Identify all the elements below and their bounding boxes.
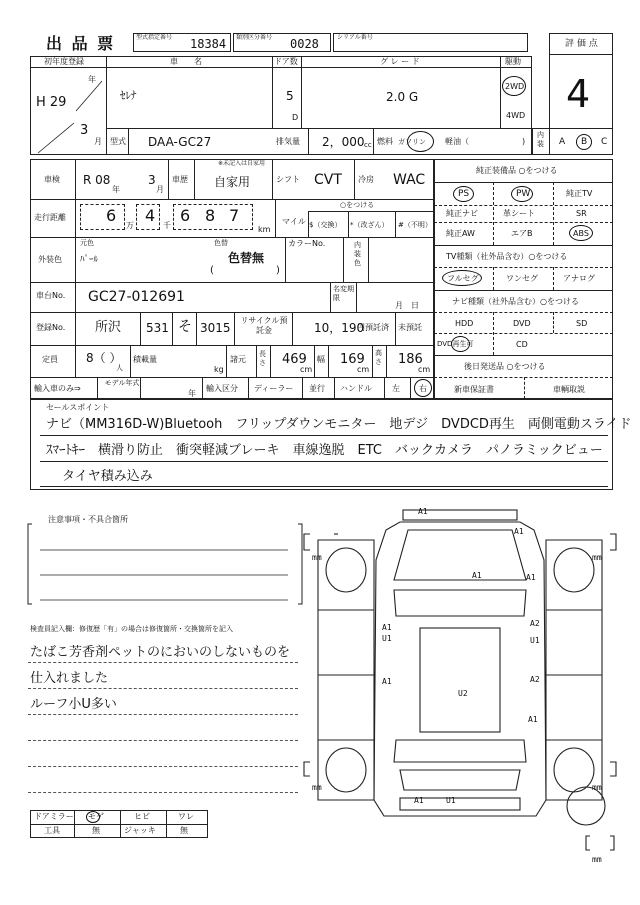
unk-label: #（不明） — [398, 221, 432, 229]
interior-label: 内装 — [537, 131, 544, 148]
docs-manual: 車輌取説 — [553, 385, 585, 394]
notes-label: 注意事項・不具合箇所 — [48, 515, 128, 524]
mm-label-1: mm — [312, 553, 322, 562]
doors-label: ドア数 — [274, 57, 298, 66]
jack-value: 無 — [180, 826, 188, 835]
dmg-mark-11: U2 — [458, 689, 468, 698]
history-value: 自家用 — [214, 175, 251, 189]
dims-label: 諸元 — [230, 355, 246, 364]
int-color-label: 内装色 — [354, 241, 361, 267]
model-code-label: 型式指定番号 — [136, 34, 173, 41]
shaken-year-unit: 年 — [112, 185, 120, 194]
mirror-label: ドアミラー — [34, 812, 74, 821]
equip-airbag: エアB — [511, 229, 533, 238]
km-digit-3: 6 — [180, 206, 191, 225]
crack-label: ヒビ — [134, 812, 150, 821]
tv-fullseg-circle — [442, 270, 482, 286]
ac-label: 冷房 — [358, 175, 374, 184]
capacity-label: 定員 — [42, 355, 58, 364]
class-code: 0028 — [290, 37, 319, 51]
repaint-value: 色替無 — [228, 251, 265, 265]
dmg-mark-4: A1 — [526, 573, 536, 582]
recycle-no: 未預託 — [398, 323, 422, 332]
dmg-mark-6: U1 — [382, 634, 392, 643]
equip-pw-circle — [511, 186, 533, 202]
color-label: 外装色 — [38, 255, 62, 264]
doors-sub: D — [292, 113, 299, 122]
import-label: 輸入車のみ⇒ — [34, 384, 81, 393]
shaken-value: R 08 — [83, 173, 111, 187]
class-code-label: 類別区分番号 — [236, 34, 273, 41]
dmg-mark-14: U1 — [446, 796, 456, 805]
equip-ps: PS — [458, 189, 470, 199]
tv-analog: アナログ — [563, 274, 595, 283]
tv-oneseg: ワンセグ — [506, 274, 538, 283]
capacity-value: 8（ ） — [86, 351, 122, 365]
handle-circle — [414, 379, 432, 397]
tv-fullseg: フルセグ — [447, 274, 479, 283]
interior-b: B — [581, 137, 588, 147]
recycle-unit: 円預託済 — [357, 323, 389, 332]
km-digit-4: 8 — [205, 206, 216, 225]
repaint-paren-close: ) — [276, 265, 280, 276]
displacement: 2，000 — [322, 135, 365, 149]
dmg-mark-9: A1 — [382, 677, 392, 686]
orig-color-label: 元色 — [80, 239, 94, 247]
tv-title: TV種類（社外品含む）○をつける — [446, 252, 568, 261]
repaint-label: 色替 — [214, 239, 228, 247]
repaint-paren-open: ( — [210, 265, 214, 276]
km-digit-1: 6 — [106, 206, 117, 225]
doors: 5 — [286, 89, 294, 103]
interior-c: C — [601, 137, 608, 147]
circle-note: ○をつける — [340, 201, 375, 209]
docs-warranty: 新車保証書 — [454, 385, 494, 394]
car-diagram — [300, 500, 620, 870]
parallel-label: 並行 — [309, 384, 325, 393]
year-unit: 年 — [88, 75, 96, 84]
load-label: 積載量 — [133, 355, 157, 364]
car-name: ｾﾚﾅ — [120, 89, 137, 102]
km-digit-box-1 — [80, 204, 125, 230]
len-value: 469 — [282, 352, 307, 367]
exch-label: $（交換） — [309, 221, 342, 229]
km-digit-2: 4 — [145, 206, 156, 225]
navi-dvd: DVD — [513, 319, 531, 328]
dmg-mark-8: U1 — [530, 636, 540, 645]
break-label: ワレ — [178, 812, 194, 821]
wid-value: 169 — [340, 352, 365, 367]
tool-value: 無 — [92, 826, 100, 835]
inspector-line-1: たばこ芳香剤ペットのにおいのしないものを — [30, 645, 291, 660]
fuel-value: ガソリン — [398, 138, 426, 146]
grade-label: グ レ ー ド — [380, 57, 420, 66]
equip-leather: 革シート — [503, 209, 535, 218]
fuel-label: 燃料 — [377, 137, 393, 146]
dmg-mark-3: A1 — [472, 571, 482, 580]
load-unit: kg — [214, 365, 224, 374]
score-value: 4 — [566, 72, 591, 116]
oil-close: ) — [522, 137, 526, 146]
drive-2wd: 2WD — [505, 82, 525, 91]
navi-hdd: HDD — [455, 319, 474, 328]
km-man: 万 — [126, 221, 134, 230]
dealer-label: ディーラー — [254, 384, 294, 393]
equip-navi: 純正ナビ — [446, 209, 478, 218]
import-type-label: 輸入区分 — [206, 384, 238, 393]
dmg-mark-7: A2 — [530, 619, 540, 628]
disp-label: 排気量 — [276, 137, 300, 146]
handle-label: ハンドル — [340, 384, 372, 393]
shift-label: シフト — [276, 175, 300, 184]
dmg-mark-2: A1 — [514, 527, 524, 536]
notes-bracket — [26, 514, 304, 606]
sales-line-2: ｽﾏｰﾄｷｰ 横滑り防止 衝突軽減ブレーキ 車線逸脱 ETC バックカメラ パノラミックビュー — [46, 443, 603, 458]
mirror-circle — [86, 811, 100, 823]
type-label: 型式 — [110, 137, 126, 146]
model-code: 18384 — [190, 37, 227, 51]
recycle-value: 10，190 — [314, 321, 365, 335]
model-type: DAA-GC27 — [148, 135, 212, 149]
sales-line-3: タイヤ積み込み — [62, 469, 153, 484]
km-label: 走行距離 — [34, 213, 66, 222]
inspector-line-2: 仕入れました — [30, 671, 109, 686]
disp-unit: cc — [364, 141, 372, 149]
reg-era: H 29 — [36, 95, 67, 110]
equip-ps-circle — [453, 186, 474, 202]
mirror-value: モゲ — [88, 812, 104, 821]
shaken-month: 3 — [148, 173, 156, 187]
history-label: 車歴 — [172, 175, 188, 184]
wid-label: 幅 — [317, 355, 325, 364]
len-unit: cm — [300, 365, 313, 374]
reg-month: 3 — [80, 123, 89, 138]
mm-label-2: mm — [592, 553, 602, 562]
name-change-label: 名変期限 — [333, 285, 354, 302]
hgt-label: 高さ — [375, 349, 382, 366]
sales-label: セールスポイント — [46, 403, 110, 412]
km-unit: km — [258, 225, 271, 234]
inspector-label: 検査員記入欄：修復歴「有」の場合は修復箇所・交換箇所を記入 — [30, 625, 233, 633]
recycle-label: リサイクル預託金 — [240, 316, 288, 335]
drive-4wd: 4WD — [506, 111, 526, 120]
drive-circle — [502, 76, 526, 96]
history-note: ※未記入は自家用 — [218, 160, 266, 167]
hgt-unit: cm — [418, 365, 431, 374]
plate-label: 登録No. — [36, 323, 66, 332]
mm-label-4: mm — [592, 783, 602, 792]
model-year-unit: 年 — [188, 389, 196, 398]
sales-line-1: ナビ（MM316D-W)Bluetooh フリップダウンモニター 地デジ DVDCD再生 両側電動スライド — [46, 417, 632, 432]
alt-label: *（改ざん） — [350, 221, 389, 229]
handle-right: 右 — [419, 384, 427, 393]
month-unit: 月 — [94, 137, 102, 146]
navi-dvd-play: DVD再生可 — [437, 340, 474, 348]
chassis-value: GC27-012691 — [88, 289, 185, 305]
dmg-mark-5: A1 — [382, 623, 392, 632]
shaken-month-unit: 月 — [156, 185, 164, 194]
drive-label: 駆動 — [505, 57, 521, 66]
jack-label: ジャッキ — [124, 826, 156, 835]
dmg-mark-1: A1 — [418, 507, 428, 516]
equip-aw: 純正AW — [446, 229, 475, 238]
chassis-label: 車台No. — [36, 291, 66, 300]
equip-abs: ABS — [573, 229, 589, 238]
interior-circle — [576, 134, 592, 150]
hgt-value: 186 — [398, 352, 423, 367]
car-name-label: 車 名 — [170, 57, 206, 66]
equip-pw: PW — [516, 189, 531, 199]
equip-title: 純正装備品 ○をつける — [476, 166, 558, 175]
mm-label-3: mm — [312, 783, 322, 792]
km-sen: 千 — [163, 221, 171, 230]
plate-no: 3015 — [200, 321, 231, 335]
plate-kana: そ — [178, 319, 192, 335]
docs-title: 後日発送品 ○をつける — [464, 362, 546, 371]
mm-label-5: mm — [592, 855, 602, 864]
name-change-date: 月 日 — [395, 301, 419, 310]
grade: 2.0 G — [386, 90, 419, 104]
km-digit-5: 7 — [229, 206, 240, 225]
first-reg-label: 初年度登録 — [44, 57, 84, 66]
equip-abs-circle — [569, 225, 593, 241]
capacity-unit: 人 — [116, 364, 123, 372]
handle-left: 左 — [392, 384, 400, 393]
dmg-mark-12: A1 — [528, 715, 538, 724]
serial-label: シリアル番号 — [337, 34, 373, 41]
mile-label: マイル — [282, 217, 306, 226]
tool-label: 工具 — [44, 826, 60, 835]
navi-dvd-play-circle — [451, 336, 470, 352]
len-label: 長さ — [259, 350, 266, 367]
ac-value: WAC — [393, 172, 426, 188]
shaken-label: 車検 — [44, 175, 60, 184]
colorno-label: カラーNo. — [288, 239, 326, 248]
fuel-circle — [407, 131, 434, 152]
shift-value: CVT — [314, 172, 342, 188]
oil-label: 軽油（ — [445, 137, 469, 146]
wid-unit: cm — [357, 365, 370, 374]
score-label: 評 価 点 — [565, 39, 598, 49]
dmg-mark-10: A2 — [530, 675, 540, 684]
interior-a: A — [559, 137, 566, 147]
model-year-label: モデル年式 — [104, 379, 140, 387]
navi-sd: SD — [576, 319, 588, 328]
dmg-mark-13: A1 — [414, 796, 424, 805]
inspector-line-3: ルーフ小U多い — [30, 697, 117, 712]
orig-color: ﾊﾟｰﾙ — [80, 255, 99, 265]
sheet-title: 出 品 票 — [46, 34, 116, 53]
equip-sr: SR — [576, 209, 587, 218]
navi-title: ナビ種類（社外品含む）○をつける — [452, 297, 579, 306]
navi-cd: CD — [516, 340, 528, 349]
plate-num: 531 — [146, 321, 169, 335]
plate-area: 所沢 — [95, 320, 122, 335]
equip-tv: 純正TV — [566, 189, 593, 198]
